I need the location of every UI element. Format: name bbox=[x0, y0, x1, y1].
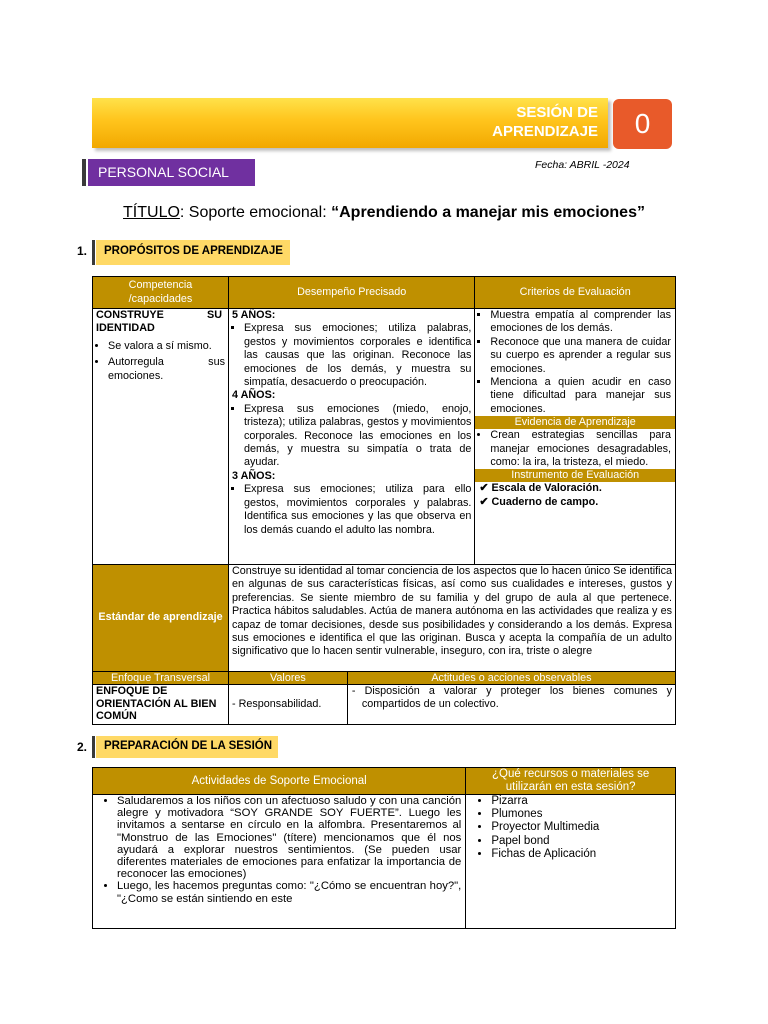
desempeno-item: ▪ Expresa sus emociones; utiliza para ello gestos, movimientos corporales y palabras. Identifica sus emociones y las que observa en los demás cuando el adulto las nombra. bbox=[244, 483, 471, 537]
capacidades-list bbox=[96, 340, 225, 383]
session-number: 0 bbox=[613, 99, 672, 149]
area-label: PERSONAL SOCIAL bbox=[88, 159, 255, 186]
section-1-label: PROPÓSITOS DE APRENDIZAJE bbox=[96, 240, 290, 265]
title-main: “Aprendiendo a manejar mis emociones” bbox=[331, 204, 645, 221]
desempeno-item: ▪ Expresa sus emociones (miedo, enojo, tristeza); utiliza palabras, gestos y movimientos corporales. Reconoce las emociones en los demás, y muestra su simpatía o trata de ayudar. bbox=[244, 403, 471, 470]
instrumento-item: ✔ Escala de Valoración. bbox=[479, 482, 602, 495]
area-accent-bar bbox=[82, 159, 86, 186]
title-label: TÍTULO bbox=[123, 204, 180, 221]
section-1-bar bbox=[92, 240, 95, 265]
recurso-item: • Proyector Multimedia bbox=[491, 821, 672, 834]
instrumento-label: Instrumento de Evaluación bbox=[475, 469, 675, 482]
age-label: 5 AÑOS: bbox=[231, 309, 276, 321]
capacidad-item: • Se valora a sí mismo. bbox=[108, 340, 225, 353]
check-icon: ✔ bbox=[479, 495, 492, 508]
instrumento-item: ✔ Cuaderno de campo. bbox=[479, 495, 599, 508]
actividad-item: • Luego, les hacemos preguntas como: "¿Cómo se encuentran hoy?", "¿Como se están sintiendo en este bbox=[117, 880, 461, 904]
header-valores: Valores bbox=[228, 672, 347, 685]
age-label: 4 AÑOS: bbox=[231, 389, 276, 402]
purposes-table bbox=[92, 276, 676, 725]
recurso-item: • Papel bond bbox=[491, 835, 672, 848]
competencia-cell bbox=[93, 309, 229, 565]
recurso-item: • Fichas de Aplicación bbox=[491, 848, 672, 861]
valor-cell: - Responsabilidad. bbox=[228, 685, 347, 725]
section-1-number: 1. bbox=[77, 244, 88, 258]
preparation-table bbox=[92, 767, 676, 929]
criterio-item: ▪ Menciona a quien acudir en caso tiene dificultad para manejar sus emociones. bbox=[490, 376, 671, 416]
recursos-cell bbox=[466, 795, 676, 929]
estandar-label: Estándar de aprendizaje bbox=[93, 565, 229, 672]
banner-title bbox=[492, 103, 598, 141]
header-enfoque: Enfoque Transversal bbox=[93, 672, 229, 685]
date-label: Fecha: ABRIL -2024 bbox=[535, 159, 630, 171]
check-icon: ✔ bbox=[479, 482, 492, 495]
section-2-label: PREPARACIÓN DE LA SESIÓN bbox=[96, 736, 278, 758]
desempeno-item: ▪ Expresa sus emociones; utiliza palabras, gestos y movimientos corporales e identifica las causas que las originan. Reconoce las emociones de los demás, y muestra su simpatía, desacuerdo o preocupación. bbox=[244, 322, 471, 389]
session-title bbox=[0, 204, 768, 222]
criterio-item: ▪ Muestra empatía al comprender las emociones de los demás. bbox=[490, 309, 671, 336]
banner-line-2: APRENDIZAJE bbox=[492, 123, 598, 140]
header-competencia: Competencia /capacidades bbox=[93, 277, 229, 309]
header-actitudes: Actitudes o acciones observables bbox=[347, 672, 675, 685]
header-desempeno: Desempeño Precisado bbox=[228, 277, 474, 309]
actividad-item: • Saludaremos a los niños con un afectuoso saludo y con una canción alegre y motivadora “SOY GRANDE SOY FUERTE”. Luego les invitamos a sentarse en círculo en la alfombra. Presentaremos al "Monstruo de las Emociones" (títere) mencionamos que él nos ayudará a explorar nuestros sentimientos. (Se pueden usar diferentes materiales de emociones para enfatizar la importancia de reconocer las emociones) bbox=[117, 795, 461, 880]
header-recursos: ¿Qué recursos o materiales se utilizarán en esta sesión? bbox=[466, 768, 676, 795]
competencia-title: CONSTRUYE SU IDENTIDAD bbox=[96, 309, 222, 335]
capacidad-item: • Autorregula sus emociones. bbox=[108, 356, 225, 383]
section-2-number: 2. bbox=[77, 740, 88, 754]
recurso-item: • Plumones bbox=[491, 808, 672, 821]
header-actividades: Actividades de Soporte Emocional bbox=[93, 768, 466, 795]
recurso-item: • Pizarra bbox=[491, 795, 672, 808]
desempeno-cell bbox=[228, 309, 474, 565]
actitud-cell: - Disposición a valorar y proteger los bienes comunes y compartidos de un colectivo. bbox=[347, 685, 675, 725]
title-prefix: : Soporte emocional: bbox=[179, 204, 332, 221]
session-banner bbox=[92, 98, 608, 148]
evidencia-label: Evidencia de Aprendizaje bbox=[475, 416, 675, 429]
banner-line-1: SESIÓN DE bbox=[516, 104, 598, 121]
evidencia-item: • Crean estrategias sencillas para manejar emociones desagradables, como: la ira, la tristeza, el miedo. bbox=[490, 429, 671, 469]
criterio-item: ▪ Reconoce que una manera de cuidar su cuerpo es aprender a regular sus emociones. bbox=[490, 336, 671, 376]
header-criterios: Criterios de Evaluación bbox=[475, 277, 676, 309]
age-label: 3 AÑOS: bbox=[231, 469, 276, 482]
section-2-bar bbox=[92, 736, 95, 758]
enfoque-cell: ENFOQUE DE ORIENTACIÓN AL BIEN COMÚN bbox=[93, 685, 229, 725]
actividades-cell bbox=[93, 795, 466, 929]
estandar-text: Construye su identidad al tomar conciencia de los aspectos que lo hacen único Se identifica en algunas de sus características físicas, así como sus cualidades e intereses, gustos y preferencias. Se siente miembro de su familia y del grupo de aula al que pertenece. Practica hábitos saludables. Actúa de manera autónoma en las actividades que realiza y es capaz de tomar decisiones, desde sus posibilidades y considerando a los demás. Expresa sus emociones e identifica el que las originan. Busca y acepta la compañía de un adulto significativo que lo hacen sentir vulnerable, inseguro, con ira, triste o alegre bbox=[228, 565, 675, 672]
criterios-cell bbox=[475, 309, 676, 565]
